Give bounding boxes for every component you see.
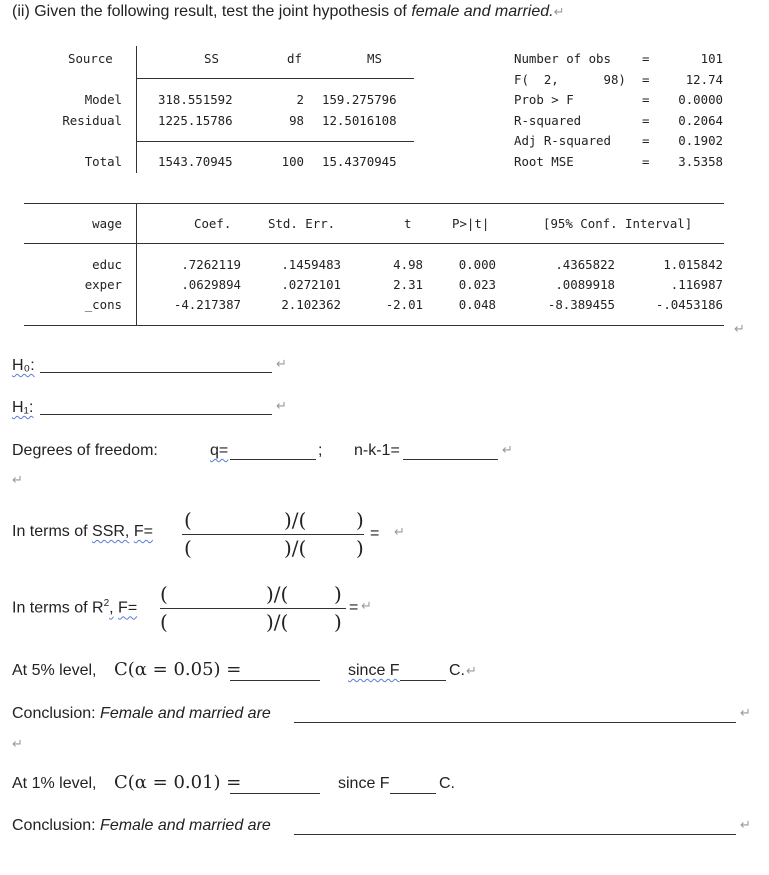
anova-row-model-df: 2 [296,92,304,107]
dof-label: Degrees of freedom: [12,442,158,459]
anova-header-source: Source [68,51,113,66]
stat-value: 101 [700,51,723,66]
coef-row-exper-ci-low: .0089918 [555,277,615,292]
anova-row-residual-ss: 1225.15786 [158,113,233,128]
coef-row-educ-p: 0.000 [458,257,496,272]
stat-equals: = [642,154,650,169]
stat-label: Number of obs [514,51,611,66]
r2-den-mid: )/( [266,610,289,634]
anova-header-ss: SS [204,51,219,66]
anova-row-total-ms: 15.4370945 [322,154,397,169]
stat-value: 0.2064 [678,113,723,128]
nk-answer-line[interactable] [403,459,498,460]
ssr-num-open: ( [184,508,192,532]
stat-value: 12.74 [685,72,723,87]
stat-equals: = [642,113,650,128]
h0-label: H₀: [12,357,35,374]
r2-formula-label: In terms of $R^2$, F= [12,598,138,617]
coef-row-educ-t: 4.98 [393,257,423,272]
level5-conclusion: Conclusion: Female and married are [12,705,271,722]
r2-num-mid: )/( [266,582,289,606]
stat-equals: = [642,92,650,107]
question-text [12,3,565,21]
coef-header-se: Std. Err. [268,216,336,231]
coef-row-cons-p: 0.048 [458,297,496,312]
coef-vertical-rule [136,203,137,325]
stat-value: 3.5358 [678,154,723,169]
ssr-den-close: ) [356,536,364,560]
return-mark: ↵ [502,442,513,457]
anova-row-residual-ms: 12.5016108 [322,113,397,128]
ssr-equals: = [370,525,380,542]
level5-label: At 5% level, [12,662,97,679]
anova-row-model-source: Model [84,92,122,107]
q-label: q= [210,442,229,459]
coef-row-exper-coef: .0629894 [181,277,241,292]
ssr-num-mid: )/( [284,508,307,532]
coef-row-exper-var: exper [84,277,122,292]
coef-row-cons-ci-high: -.0453186 [655,297,723,312]
r2-den-close: ) [334,610,342,634]
anova-row-total-ss: 1543.70945 [158,154,233,169]
return-mark: ↵ [361,598,372,613]
anova-header-ms: MS [367,51,382,66]
anova-total-rule [136,141,414,142]
stat-value: 0.0000 [678,92,723,107]
return-mark: ↵ [553,4,565,19]
question-prefix: (ii) Given the following result, test the joint hypothesis of [12,3,412,20]
h1-answer-line[interactable] [40,414,272,415]
return-mark: ↵ [734,321,745,336]
coef-row-cons-coef: -4.217387 [173,297,241,312]
level1-critical-answer[interactable] [230,793,320,794]
level1-since-label: since F [338,775,390,792]
coef-row-exper-se: .0272101 [281,277,341,292]
coef-row-cons-se: 2.102362 [281,297,341,312]
coef-row-exper-p: 0.023 [458,277,496,292]
coef-header-var: wage [92,216,122,231]
coef-header-coef: Coef. [194,216,232,231]
anova-row-model-ms: 159.275796 [322,92,397,107]
anova-row-total-df: 100 [281,154,304,169]
stat-equals: = [642,72,650,87]
coef-row-educ-ci-high: 1.015842 [663,257,723,272]
ssr-den-mid: )/( [284,536,307,560]
level5-critical-expr: C(α = 0.05) = [114,659,242,680]
coef-bottom-rule [24,325,724,326]
level1-conclusion: Conclusion: Female and married are [12,817,271,834]
coef-row-cons-var: _cons [84,297,122,312]
return-mark: ↵ [276,398,287,413]
coef-row-educ-var: educ [92,257,122,272]
stat-equals: = [642,133,650,148]
coef-row-educ-coef: .7262119 [181,257,241,272]
coef-row-educ-se: .1459483 [281,257,341,272]
coef-header-ci: [95% Conf. Interval] [543,216,693,231]
anova-row-residual-source: Residual [62,113,122,128]
anova-row-residual-df: 98 [289,113,304,128]
anova-header-rule [136,78,414,79]
level5-since-label: since F [348,662,400,679]
coef-row-cons-t: -2.01 [385,297,423,312]
level5-conclusion-answer[interactable] [294,722,736,723]
stat-equals: = [642,51,650,66]
stat-label: Prob > F [514,92,574,107]
q-separator: ; [318,442,323,459]
q-answer-line[interactable] [230,459,316,460]
coef-header-p: P>|t| [452,216,490,231]
level1-critical-expr: C(α = 0.01) = [114,772,242,793]
anova-row-total-source: Total [84,154,122,169]
coef-top-rule [24,203,724,204]
anova-header-df: df [287,51,302,66]
stat-label: Adj R-squared [514,133,611,148]
stat-label: Root MSE [514,154,574,169]
ssr-fraction-bar [182,534,364,535]
r2-equals: = [349,599,359,616]
coef-row-exper-t: 2.31 [393,277,423,292]
anova-row-model-ss: 318.551592 [158,92,233,107]
level1-conclusion-answer[interactable] [294,834,736,835]
h0-answer-line[interactable] [40,372,272,373]
nk-label: n-k-1= [354,442,400,459]
question-emphasis: female and married. [411,3,554,20]
return-mark: ↵ [394,524,405,539]
stat-value: 0.1902 [678,133,723,148]
level1-comparison-answer[interactable] [390,793,436,794]
level5-critical-answer[interactable] [230,680,320,681]
coef-row-educ-ci-low: .4365822 [555,257,615,272]
level5-c-label: C. [449,662,465,679]
coef-row-cons-ci-low: -8.389455 [547,297,615,312]
r2-num-open: ( [160,582,168,606]
level1-label: At 1% level, [12,775,97,792]
h1-label: H₁: [12,399,34,416]
level5-comparison-answer[interactable] [400,680,446,681]
ssr-num-close: ) [356,508,364,532]
return-mark: ↵ [466,663,477,678]
return-mark: ↵ [740,705,751,720]
r2-num-close: ) [334,582,342,606]
coef-row-exper-ci-high: .116987 [670,277,723,292]
return-mark: ↵ [276,356,287,371]
stat-label: F( 2, 98) [514,72,626,87]
coef-header-rule [24,243,724,244]
level1-c-label: C. [439,775,455,792]
ssr-den-open: ( [184,536,192,560]
stat-label: R-squared [514,113,582,128]
return-mark: ↵ [12,472,23,487]
anova-vertical-rule [136,46,137,173]
r2-den-open: ( [160,610,168,634]
ssr-formula-label: In terms of SSR, F= [12,523,153,540]
return-mark: ↵ [12,736,23,751]
return-mark: ↵ [740,817,751,832]
r2-fraction-bar [160,608,346,609]
coef-header-t: t [404,216,412,231]
